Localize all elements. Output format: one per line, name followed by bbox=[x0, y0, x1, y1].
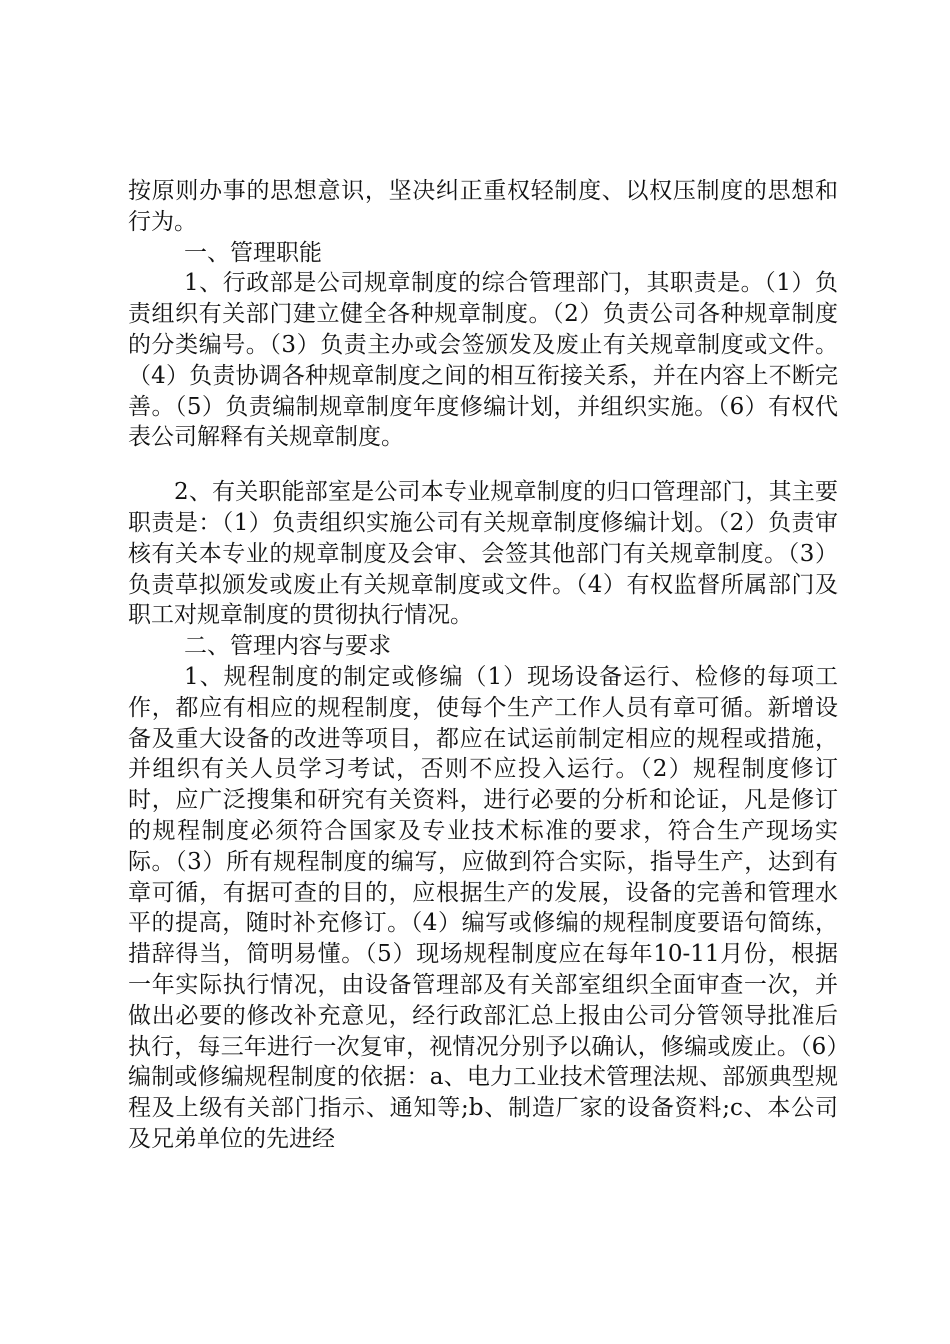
section-heading-management-functions: 一、管理职能 bbox=[184, 239, 322, 266]
document-body bbox=[128, 176, 838, 1155]
paragraph-rule-formulation: 1、规程制度的制定或修编（1）现场设备运行、检修的每项工作，都应有相应的规程制度，使每个生产工作人员有章可循。新增设备及重大设备的改进等项目，都应在试运前制定相应的规程或措施，并组织有关人员学习考试，否则不应投入运行。（2）规程制度修订时，应广泛搜集和研究有关资料，进行必要的分析和论证，凡是修订的规程制度必须符合国家及专业技术标准的要求，符合生产现场实际。（3）所有规程制度的编写，应做到符合实际，指导生产，达到有章可循，有据可查的目的，应根据生产的发展，设备的完善和管理水平的提高，随时补充修订。（4）编写或修编的规程制度要语句简练，措辞得当，简明易懂。（5）现场规程制度应在每年10-11月份，根据一年实际执行情况，由设备管理部及有关部室组织全面审查一次，并做出必要的修改补充意见，经行政部汇总上报由公司分管领导批准后执行，每三年进行一次复审，视情况分别予以确认，修编或废止。（6）编制或修编规程制度的依据：a、电力工业技术管理法规、部颁典型规程及上级有关部门指示、通知等;b、制造厂家的设备资料;c、本公司及兄弟单位的先进经 bbox=[128, 663, 838, 1152]
paragraph-functional-dept-duties: 2、有关职能部室是公司本专业规章制度的归口管理部门，其主要职责是：（1）负责组织实施公司有关规章制度修编计划。（2）负责审核有关本专业的规章制度及会审、会签其他部门有关规章制度。（3）负责草拟颁发或废止有关规章制度或文件。（4）有权监督所属部门及职工对规章制度的贯彻执行情况。 bbox=[128, 479, 838, 629]
paragraph-admin-duties: 1、行政部是公司规章制度的综合管理部门，其职责是。（1）负责组织有关部门建立健全各种规章制度。（2）负责公司各种规章制度的分类编号。（3）负责主办或会签颁发及废止有关规章制度或文件。（4）负责协调各种规章制度之间的相互衔接关系，并在内容上不断完善。（5）负责编制规章制度年度修编计划，并组织实施。（6）有权代表公司解释有关规章制度。 bbox=[128, 270, 838, 451]
section-heading-content-requirements: 二、管理内容与要求 bbox=[184, 633, 391, 660]
paragraph-continuation: 按原则办事的思想意识，坚决纠正重权轻制度、以权压制度的思想和行为。 bbox=[128, 178, 838, 235]
